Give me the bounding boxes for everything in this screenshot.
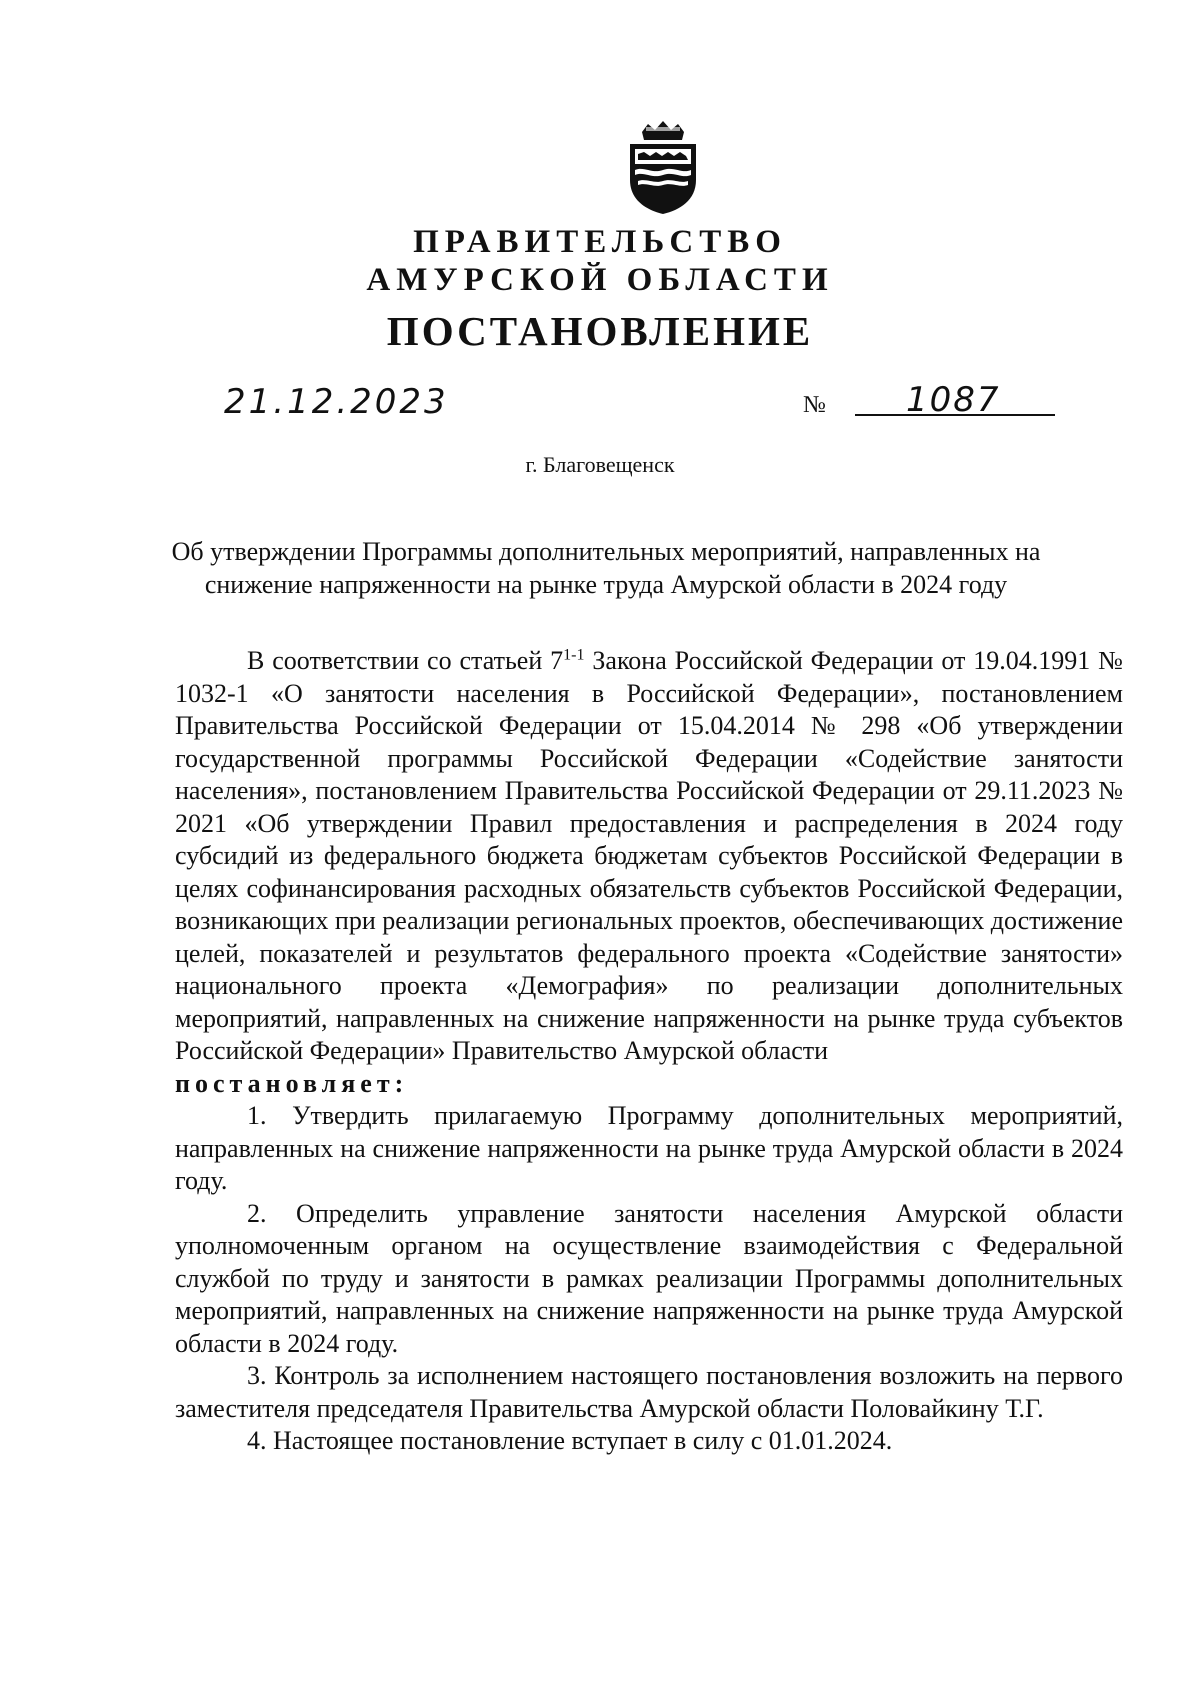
item-4: 4. Настоящее постановление вступает в силу с 01.01.2024. bbox=[247, 1426, 893, 1455]
document-body bbox=[175, 645, 1123, 1458]
document-title: Об утверждении Программы дополнительных мероприятий, направленных на снижение напряженности на рынке труда Амурской области в 2024 году bbox=[171, 537, 1041, 599]
handwritten-number: 1087 bbox=[906, 380, 1001, 420]
number-sign: № bbox=[803, 392, 826, 418]
city-line: г. Благовещенск bbox=[525, 452, 675, 477]
item-3: 3. Контроль за исполнением настоящего постановления возложить на первого заместителя председателя Правительства Амурской области Половайкину Т.Г. bbox=[175, 1361, 1123, 1423]
preamble-paragraph bbox=[175, 645, 1123, 1068]
preamble-part-1: В соответствии со статьей 7 bbox=[247, 646, 564, 675]
organization-line-2: АМУРСКОЙ ОБЛАСТИ bbox=[366, 262, 834, 298]
item-1: 1. Утвердить прилагаемую Программу дополнительных мероприятий, направленных на снижение напряженности на рынке труда Амурской области в 2024 году. bbox=[175, 1101, 1123, 1195]
handwritten-date: 21.12.2023 bbox=[224, 382, 449, 422]
resolves-word: постановляет: bbox=[175, 1068, 409, 1098]
organization-line-1: ПРАВИТЕЛЬСТВО bbox=[413, 224, 787, 260]
item-2: 2. Определить управление занятости населения Амурской области уполномоченным органом на осуществление взаимодействия с Федеральной службой по труду и занятости в рамках реализации Программы дополнительных мероприятий, направленных на снижение напряженности на рынке труда Амурской области в 2024 году. bbox=[175, 1198, 1123, 1358]
preamble-part-2: Закона Российской Федерации от 19.04.1991 № 1032-1 «О занятости населения в Российской Федерации», постановлением Правительства Российской Федерации от 15.04.2014 № 298 «Об утверждении государственной программы Российской Федерации «Содействие занятости населения», постановлением Правительства Российской Федерации от 29.11.2023 № 2021 «Об утверждении Правил предоставления и распределения в 2024 году субсидий из федерального бюджета бюджетам субъектов Российской Федерации в целях софинансирования расходных обязательств субъектов Российской Федерации, возникающих при реализации региональных проектов, обеспечивающих достижение целей, показателей и результатов федерального проекта «Содействие занятости» национального проекта «Демография» по реализации дополнительных мероприятий, направленных на снижение напряженности на рынке труда субъектов Российской Федерации» Правительство Амурской области bbox=[175, 646, 1123, 1065]
coat-of-arms-emblem bbox=[622, 118, 704, 216]
article-superscript: 1-1 bbox=[563, 646, 585, 664]
resolves-paragraph bbox=[175, 1068, 1123, 1101]
document-type-heading: ПОСТАНОВЛЕНИЕ bbox=[386, 308, 814, 354]
